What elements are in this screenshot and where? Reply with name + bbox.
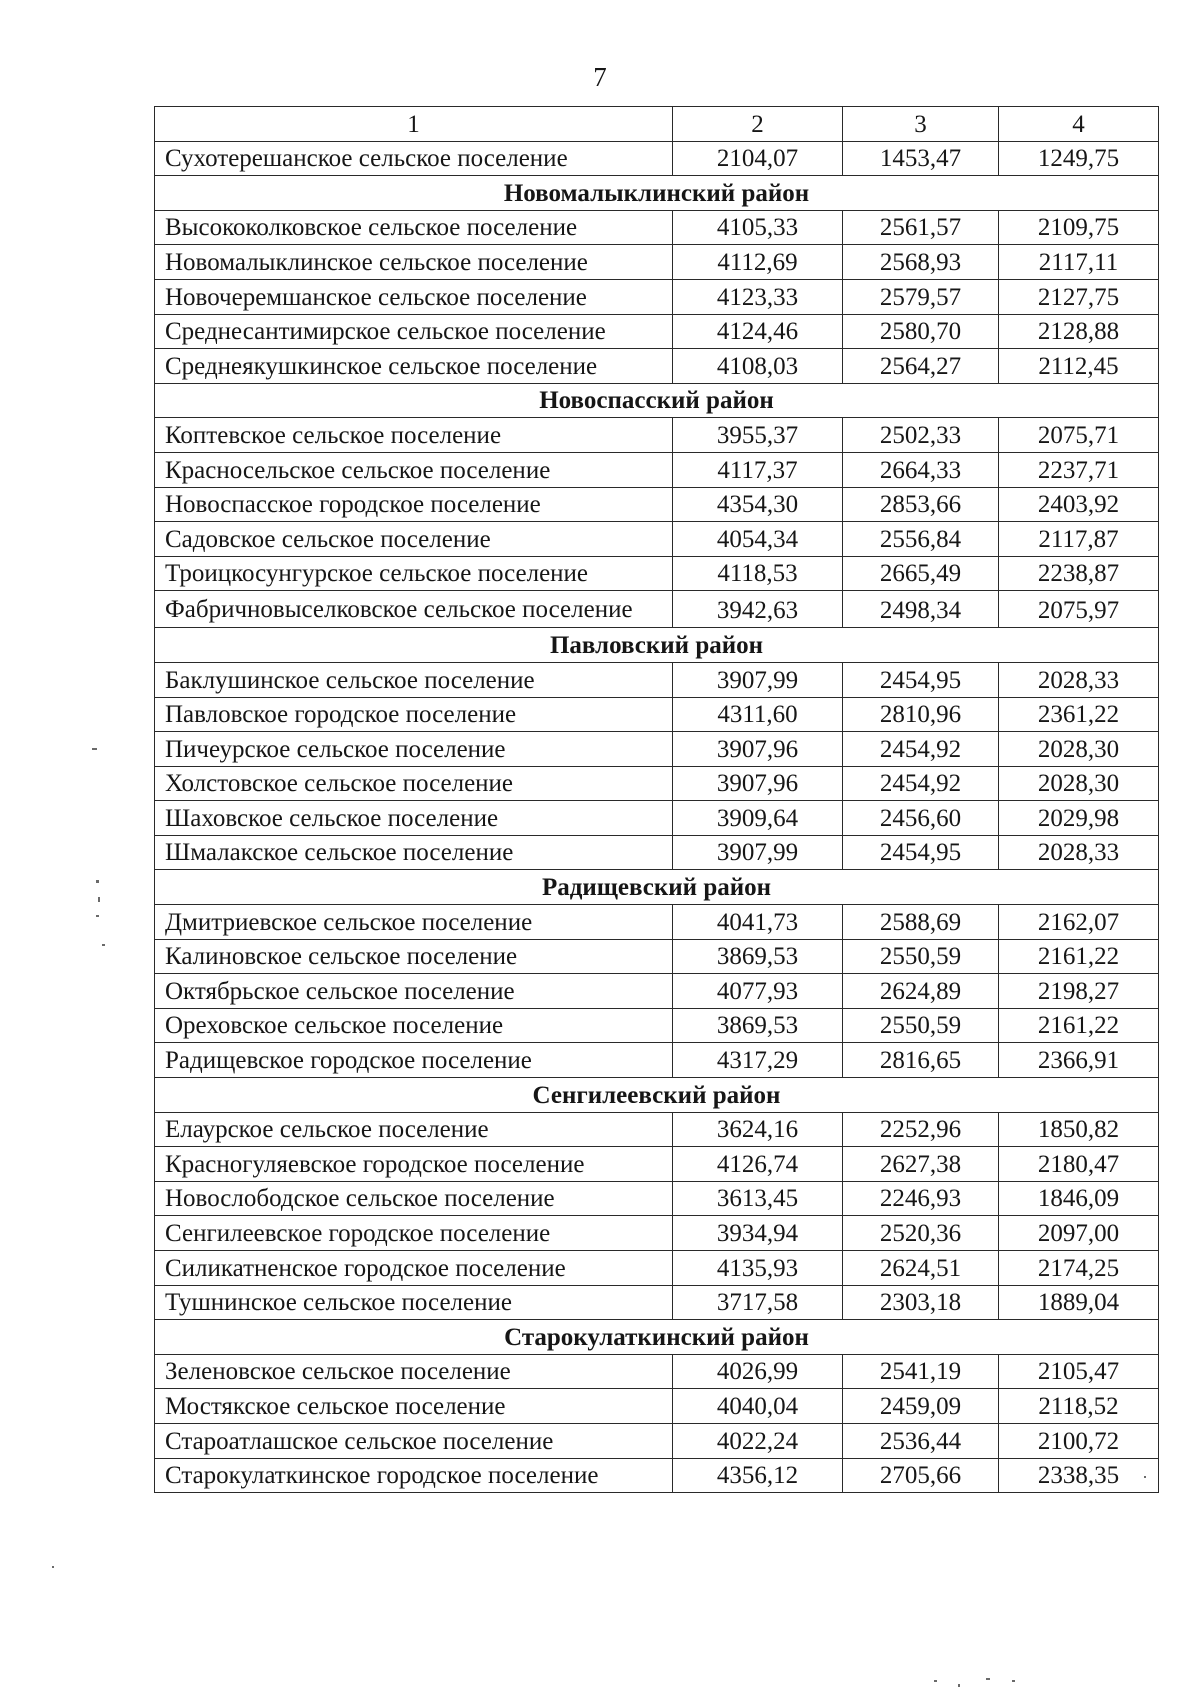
- settlement-name: Мостякское сельское поселение: [155, 1389, 673, 1424]
- column-header-4: 4: [999, 107, 1159, 142]
- settlement-name: Силикатненское городское поселение: [155, 1251, 673, 1286]
- scan-artifact: [986, 1678, 990, 1680]
- value-col-4: 1846,09: [999, 1181, 1159, 1216]
- value-col-3: 2246,93: [843, 1181, 999, 1216]
- settlement-name: Садовское сельское поселение: [155, 522, 673, 557]
- settlement-name: Среднесантимирское сельское поселение: [155, 314, 673, 349]
- value-col-4: 1889,04: [999, 1285, 1159, 1320]
- settlement-name: Павловское городское поселение: [155, 697, 673, 732]
- value-col-3: 2816,65: [843, 1043, 999, 1078]
- value-col-2: 2104,07: [673, 141, 843, 176]
- value-col-4: 2100,72: [999, 1423, 1159, 1458]
- value-col-2: 4356,12: [673, 1458, 843, 1493]
- table-row: [155, 662, 1159, 697]
- table-row: [155, 1043, 1159, 1078]
- settlement-name: Дмитриевское сельское поселение: [155, 905, 673, 940]
- value-col-3: 2520,36: [843, 1216, 999, 1251]
- table-row: [155, 939, 1159, 974]
- table-row: [155, 349, 1159, 384]
- table-row: [155, 1389, 1159, 1424]
- district-header-row: [155, 383, 1159, 418]
- value-col-4: 2109,75: [999, 210, 1159, 245]
- settlement-name: Октябрьское сельское поселение: [155, 974, 673, 1009]
- value-col-2: 4123,33: [673, 279, 843, 314]
- table-row: [155, 591, 1159, 628]
- table-row: [155, 210, 1159, 245]
- scan-artifact: [92, 748, 97, 750]
- value-col-4: 2075,97: [999, 591, 1159, 628]
- value-col-3: 2580,70: [843, 314, 999, 349]
- value-col-2: 4311,60: [673, 697, 843, 732]
- value-col-2: 3613,45: [673, 1181, 843, 1216]
- value-col-3: 2550,59: [843, 939, 999, 974]
- value-col-2: 3907,96: [673, 732, 843, 767]
- scan-artifact: [98, 897, 100, 902]
- value-col-4: 2028,30: [999, 766, 1159, 801]
- value-col-2: 3909,64: [673, 801, 843, 836]
- value-col-2: 4054,34: [673, 522, 843, 557]
- settlement-name: Коптевское сельское поселение: [155, 418, 673, 453]
- value-col-3: 2665,49: [843, 556, 999, 591]
- settlement-name: Высококолковское сельское поселение: [155, 210, 673, 245]
- value-col-3: 2556,84: [843, 522, 999, 557]
- value-col-4: 2366,91: [999, 1043, 1159, 1078]
- value-col-2: 4077,93: [673, 974, 843, 1009]
- value-col-3: 1453,47: [843, 141, 999, 176]
- value-col-3: 2705,66: [843, 1458, 999, 1493]
- value-col-2: 3907,96: [673, 766, 843, 801]
- value-col-2: 3907,99: [673, 662, 843, 697]
- district-name: Новоспасский район: [155, 383, 1159, 418]
- settlement-name: Тушнинское сельское поселение: [155, 1285, 673, 1320]
- table-row: [155, 1423, 1159, 1458]
- value-col-2: 3934,94: [673, 1216, 843, 1251]
- value-col-2: 4135,93: [673, 1251, 843, 1286]
- district-header-row: [155, 870, 1159, 905]
- value-col-4: 2198,27: [999, 974, 1159, 1009]
- value-col-4: 2238,87: [999, 556, 1159, 591]
- table-row: [155, 732, 1159, 767]
- value-col-2: 4126,74: [673, 1147, 843, 1182]
- value-col-4: 1850,82: [999, 1112, 1159, 1147]
- table-row: [155, 1147, 1159, 1182]
- scan-artifact: [96, 915, 99, 917]
- value-col-4: 2028,30: [999, 732, 1159, 767]
- settlement-name: Сенгилеевское городское поселение: [155, 1216, 673, 1251]
- table-row: [155, 1008, 1159, 1043]
- table-row: [155, 835, 1159, 870]
- value-col-3: 2588,69: [843, 905, 999, 940]
- settlement-name: Новослободское сельское поселение: [155, 1181, 673, 1216]
- value-col-2: 4124,46: [673, 314, 843, 349]
- value-col-2: 3942,63: [673, 591, 843, 628]
- district-header-row: [155, 1078, 1159, 1113]
- value-col-2: 4317,29: [673, 1043, 843, 1078]
- value-col-4: 2128,88: [999, 314, 1159, 349]
- table-row: [155, 1285, 1159, 1320]
- value-col-2: 3955,37: [673, 418, 843, 453]
- value-col-3: 2561,57: [843, 210, 999, 245]
- value-col-4: 2028,33: [999, 662, 1159, 697]
- value-col-2: 3624,16: [673, 1112, 843, 1147]
- value-col-4: 2161,22: [999, 939, 1159, 974]
- settlement-name: Баклушинское сельское поселение: [155, 662, 673, 697]
- table-row: [155, 1181, 1159, 1216]
- table-row: [155, 556, 1159, 591]
- value-col-4: 2105,47: [999, 1354, 1159, 1389]
- value-col-3: 2252,96: [843, 1112, 999, 1147]
- value-col-4: 2127,75: [999, 279, 1159, 314]
- value-col-4: 2029,98: [999, 801, 1159, 836]
- value-col-4: 2180,47: [999, 1147, 1159, 1182]
- value-col-2: 3717,58: [673, 1285, 843, 1320]
- district-name: Павловский район: [155, 628, 1159, 663]
- value-col-4: 2097,00: [999, 1216, 1159, 1251]
- settlement-name: Зеленовское сельское поселение: [155, 1354, 673, 1389]
- scan-artifact: [1144, 1476, 1146, 1478]
- value-col-3: 2627,38: [843, 1147, 999, 1182]
- settlement-name: Красногуляевское городское поселение: [155, 1147, 673, 1182]
- value-col-4: 2237,71: [999, 452, 1159, 487]
- value-col-2: 3869,53: [673, 1008, 843, 1043]
- value-col-3: 2550,59: [843, 1008, 999, 1043]
- value-col-2: 4108,03: [673, 349, 843, 384]
- value-col-2: 4117,37: [673, 452, 843, 487]
- value-col-4: 2162,07: [999, 905, 1159, 940]
- value-col-2: 4022,24: [673, 1423, 843, 1458]
- value-col-3: 2303,18: [843, 1285, 999, 1320]
- tariff-table: [154, 106, 1159, 1493]
- district-header-row: [155, 176, 1159, 211]
- table-row: [155, 766, 1159, 801]
- table-row: [155, 801, 1159, 836]
- column-header-1: 1: [155, 107, 673, 142]
- table-row: [155, 1216, 1159, 1251]
- district-header-row: [155, 628, 1159, 663]
- value-col-2: 4112,69: [673, 245, 843, 280]
- column-header-2: 2: [673, 107, 843, 142]
- value-col-3: 2568,93: [843, 245, 999, 280]
- settlement-name: Сухотерешанское сельское поселение: [155, 141, 673, 176]
- value-col-3: 2810,96: [843, 697, 999, 732]
- table-row: [155, 314, 1159, 349]
- settlement-name: Новочеремшанское сельское поселение: [155, 279, 673, 314]
- table-row: [155, 279, 1159, 314]
- value-col-2: 3907,99: [673, 835, 843, 870]
- value-col-4: 2075,71: [999, 418, 1159, 453]
- value-col-3: 2564,27: [843, 349, 999, 384]
- value-col-4: 2028,33: [999, 835, 1159, 870]
- table-row: [155, 452, 1159, 487]
- table-body: [155, 141, 1159, 1493]
- value-col-2: 4040,04: [673, 1389, 843, 1424]
- district-name: Сенгилеевский район: [155, 1078, 1159, 1113]
- settlement-name: Среднеякушкинское сельское поселение: [155, 349, 673, 384]
- district-name: Старокулаткинский район: [155, 1320, 1159, 1355]
- value-col-4: 2117,11: [999, 245, 1159, 280]
- value-col-4: 2403,92: [999, 487, 1159, 522]
- table-row: [155, 1354, 1159, 1389]
- value-col-3: 2536,44: [843, 1423, 999, 1458]
- scan-artifact: [52, 1566, 54, 1568]
- value-col-4: 2112,45: [999, 349, 1159, 384]
- table-row: [155, 245, 1159, 280]
- value-col-3: 2853,66: [843, 487, 999, 522]
- table-row: [155, 522, 1159, 557]
- settlement-name: Красносельское сельское поселение: [155, 452, 673, 487]
- value-col-2: 3869,53: [673, 939, 843, 974]
- value-col-4: 1249,75: [999, 141, 1159, 176]
- value-col-2: 4041,73: [673, 905, 843, 940]
- settlement-name: Троицкосунгурское сельское поселение: [155, 556, 673, 591]
- settlement-name: Калиновское сельское поселение: [155, 939, 673, 974]
- settlement-name: Шаховское сельское поселение: [155, 801, 673, 836]
- table-row: [155, 1251, 1159, 1286]
- value-col-3: 2454,95: [843, 662, 999, 697]
- value-col-4: 2338,35: [999, 1458, 1159, 1493]
- table-row: [155, 905, 1159, 940]
- column-header-3: 3: [843, 107, 999, 142]
- district-name: Новомалыклинский район: [155, 176, 1159, 211]
- table-row: [155, 418, 1159, 453]
- value-col-3: 2456,60: [843, 801, 999, 836]
- value-col-4: 2161,22: [999, 1008, 1159, 1043]
- settlement-name: Ореховское сельское поселение: [155, 1008, 673, 1043]
- table-row: [155, 1458, 1159, 1493]
- settlement-name: Новоспасское городское поселение: [155, 487, 673, 522]
- value-col-2: 4105,33: [673, 210, 843, 245]
- settlement-name: Радищевское городское поселение: [155, 1043, 673, 1078]
- district-name: Радищевский район: [155, 870, 1159, 905]
- value-col-4: 2117,87: [999, 522, 1159, 557]
- value-col-2: 4354,30: [673, 487, 843, 522]
- value-col-2: 4026,99: [673, 1354, 843, 1389]
- table-row: [155, 487, 1159, 522]
- scan-artifact: [934, 1680, 937, 1682]
- settlement-name: Шмалакское сельское поселение: [155, 835, 673, 870]
- value-col-3: 2454,95: [843, 835, 999, 870]
- value-col-3: 2541,19: [843, 1354, 999, 1389]
- settlement-name: Новомалыклинское сельское поселение: [155, 245, 673, 280]
- settlement-name: Холстовское сельское поселение: [155, 766, 673, 801]
- settlement-name: Елаурское сельское поселение: [155, 1112, 673, 1147]
- table-row: [155, 141, 1159, 176]
- table-row: [155, 1112, 1159, 1147]
- value-col-3: 2624,51: [843, 1251, 999, 1286]
- value-col-3: 2624,89: [843, 974, 999, 1009]
- settlement-name: Старокулаткинское городское поселение: [155, 1458, 673, 1493]
- value-col-3: 2502,33: [843, 418, 999, 453]
- value-col-3: 2579,57: [843, 279, 999, 314]
- scan-artifact: [96, 880, 99, 883]
- value-col-3: 2664,33: [843, 452, 999, 487]
- value-col-4: 2174,25: [999, 1251, 1159, 1286]
- scan-artifact: [958, 1684, 960, 1687]
- table-row: [155, 697, 1159, 732]
- value-col-3: 2454,92: [843, 766, 999, 801]
- table-row: [155, 974, 1159, 1009]
- settlement-name: Фабричновыселковское сельское поселение: [155, 591, 673, 628]
- scan-artifact: [102, 944, 105, 946]
- table-header-row: [155, 107, 1159, 142]
- value-col-3: 2459,09: [843, 1389, 999, 1424]
- settlement-name: Староатлашское сельское поселение: [155, 1423, 673, 1458]
- scan-artifact: [1012, 1680, 1015, 1682]
- value-col-4: 2361,22: [999, 697, 1159, 732]
- page-number: 7: [593, 62, 607, 92]
- settlement-name: Пичеурское сельское поселение: [155, 732, 673, 767]
- district-header-row: [155, 1320, 1159, 1355]
- value-col-3: 2498,34: [843, 591, 999, 628]
- value-col-4: 2118,52: [999, 1389, 1159, 1424]
- value-col-2: 4118,53: [673, 556, 843, 591]
- value-col-3: 2454,92: [843, 732, 999, 767]
